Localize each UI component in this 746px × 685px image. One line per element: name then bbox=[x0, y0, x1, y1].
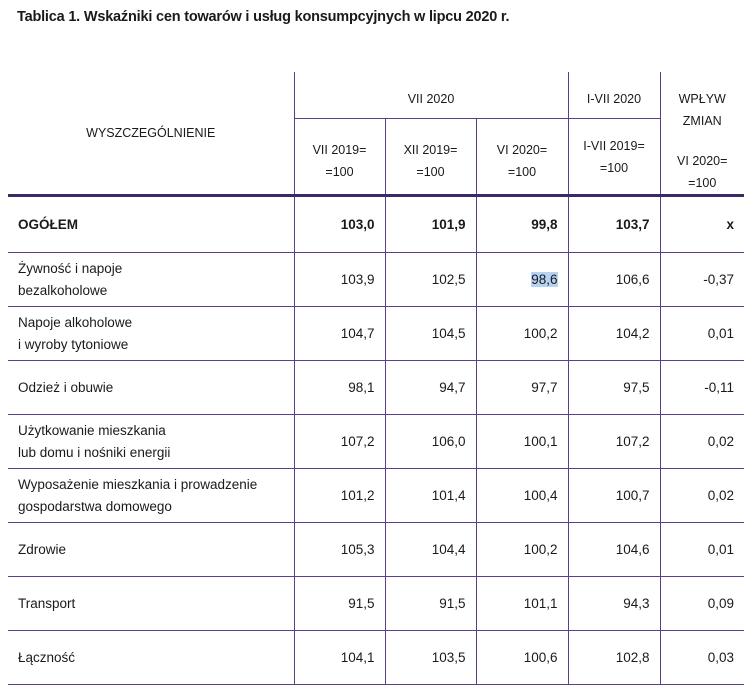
cell-value: 100,2 bbox=[476, 307, 568, 361]
row-label: Łączność bbox=[8, 631, 294, 685]
price-index-table bbox=[8, 72, 744, 685]
table-row bbox=[8, 523, 744, 577]
cell-value: -0,37 bbox=[660, 253, 744, 307]
header-description: WYSZCZEGÓLNIENIE bbox=[8, 72, 294, 196]
header-vi-2020: VI 2020= =100 bbox=[476, 118, 568, 195]
cell-value: 103,5 bbox=[385, 631, 476, 685]
row-label: OGÓŁEM bbox=[8, 196, 294, 253]
cell-value: -0,11 bbox=[660, 361, 744, 415]
cell-value: 94,7 bbox=[385, 361, 476, 415]
cell-value: 0,01 bbox=[660, 523, 744, 577]
cell-value: 0,02 bbox=[660, 415, 744, 469]
row-label: Żywność i napoje bezalkoholowe bbox=[8, 253, 294, 307]
row-label: Odzież i obuwie bbox=[8, 361, 294, 415]
cell-value: 104,4 bbox=[385, 523, 476, 577]
cell-value: 98,1 bbox=[294, 361, 385, 415]
table-row bbox=[8, 577, 744, 631]
cell-value: 107,2 bbox=[294, 415, 385, 469]
table-row bbox=[8, 415, 744, 469]
row-label: Użytkowanie mieszkania lub domu i nośniki energii bbox=[8, 415, 294, 469]
table-row bbox=[8, 196, 744, 253]
cell-value: 101,1 bbox=[476, 577, 568, 631]
table-row bbox=[8, 307, 744, 361]
row-label: Transport bbox=[8, 577, 294, 631]
cell-value: 107,2 bbox=[568, 415, 660, 469]
cell-value: 100,1 bbox=[476, 415, 568, 469]
cell-value: 103,9 bbox=[294, 253, 385, 307]
cell-value: 97,7 bbox=[476, 361, 568, 415]
cell-value: 0,09 bbox=[660, 577, 744, 631]
header-i-vii-2019: I-VII 2019= =100 bbox=[568, 118, 660, 195]
header-group-vii-2020: VII 2020 bbox=[294, 72, 568, 118]
cell-value: 91,5 bbox=[294, 577, 385, 631]
header-impact: WPŁYW ZMIAN VI 2020= =100 bbox=[660, 72, 744, 196]
cell-value: 104,5 bbox=[385, 307, 476, 361]
selected-value[interactable]: 98,6 bbox=[531, 271, 558, 287]
cell-value: 101,2 bbox=[294, 469, 385, 523]
cell-value: 103,7 bbox=[568, 196, 660, 253]
header-vii-2019: VII 2019= =100 bbox=[294, 118, 385, 195]
row-label: Napoje alkoholowe i wyroby tytoniowe bbox=[8, 307, 294, 361]
cell-value: x bbox=[660, 196, 744, 253]
table-row bbox=[8, 361, 744, 415]
cell-value: 101,9 bbox=[385, 196, 476, 253]
cell-value: 106,0 bbox=[385, 415, 476, 469]
cell-value: 104,2 bbox=[568, 307, 660, 361]
table-row bbox=[8, 253, 744, 307]
cell-value: 100,4 bbox=[476, 469, 568, 523]
cell-value: 103,0 bbox=[294, 196, 385, 253]
cell-value: 104,1 bbox=[294, 631, 385, 685]
cell-value: 105,3 bbox=[294, 523, 385, 577]
cell-value: 100,7 bbox=[568, 469, 660, 523]
cell-value: 0,01 bbox=[660, 307, 744, 361]
cell-value: 99,8 bbox=[476, 196, 568, 253]
cell-value: 102,5 bbox=[385, 253, 476, 307]
header-xii-2019: XII 2019= =100 bbox=[385, 118, 476, 195]
cell-value: 94,3 bbox=[568, 577, 660, 631]
row-label: Zdrowie bbox=[8, 523, 294, 577]
cell-value: 97,5 bbox=[568, 361, 660, 415]
table-title: Tablica 1. Wskaźniki cen towarów i usług konsumpcyjnych w lipcu 2020 r. bbox=[17, 9, 510, 25]
cell-value: 102,8 bbox=[568, 631, 660, 685]
cell-value: 100,2 bbox=[476, 523, 568, 577]
cell-value bbox=[476, 253, 568, 307]
cell-value: 104,6 bbox=[568, 523, 660, 577]
cell-value: 106,6 bbox=[568, 253, 660, 307]
cell-value: 101,4 bbox=[385, 469, 476, 523]
table-row bbox=[8, 469, 744, 523]
cell-value: 100,6 bbox=[476, 631, 568, 685]
row-label: Wyposażenie mieszkania i prowadzenie gospodarstwa domowego bbox=[8, 469, 294, 523]
table-row bbox=[8, 631, 744, 685]
cell-value: 91,5 bbox=[385, 577, 476, 631]
cell-value: 104,7 bbox=[294, 307, 385, 361]
cell-value: 0,03 bbox=[660, 631, 744, 685]
header-group-i-vii-2020: I-VII 2020 bbox=[568, 72, 660, 118]
cell-value: 0,02 bbox=[660, 469, 744, 523]
